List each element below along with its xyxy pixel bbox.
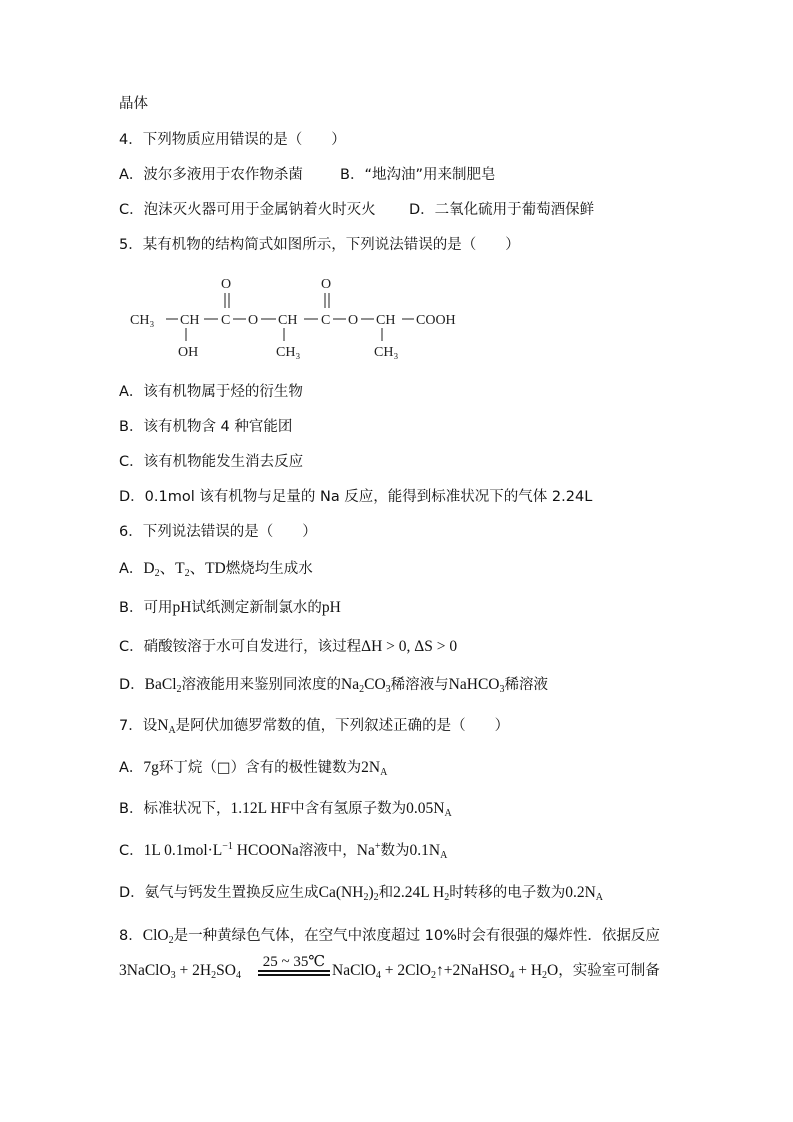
equation-bar-top <box>258 970 330 972</box>
atom-o-2: O <box>348 313 359 328</box>
atom-ch-1: CH <box>180 313 200 328</box>
atom-cooh: COOH <box>416 313 456 328</box>
option-7b: B．标准状况下，1.12L HF中含有氢原子数为$0.05N_A$ <box>119 800 452 819</box>
option-4b: B．“地沟油”用来制肥皂 <box>340 167 496 183</box>
option-6c: C．硝酸铵溶于水可自发进行，该过程ΔH > 0, ΔS > 0 <box>119 638 458 655</box>
structural-formula <box>128 270 488 370</box>
atom-ch-2: CH <box>278 313 298 328</box>
option-5a: A．该有机物属于烃的衍生物 <box>119 384 303 400</box>
question-4: 4．下列物质应用错误的是（ ） <box>119 132 346 148</box>
reaction-equation-right: NaClO$_4$ + 2ClO$_2$↑+2NaHSO$_4$ + $H_2O$，实验室可制备 <box>332 962 660 981</box>
atom-carbonyl-o-1: O <box>221 277 232 292</box>
reaction-condition: 25 ~ 35℃ <box>262 954 326 970</box>
reaction-equation-left: 3NaClO$_3$ + $2H_2SO_4$ <box>119 962 241 981</box>
question-7: 7．设$N_A$是阿伏加德罗常数的值，下列叙述正确的是（ ） <box>119 717 510 736</box>
option-7d: D．氨气与钙发生置换反应生成$Ca(NH_2)_2$和2.24L $H_2$时转移的电子数为$0.2N_A$ <box>119 884 604 903</box>
atom-carbonyl-o-2: O <box>321 277 332 292</box>
atom-ch-3: CH <box>376 313 396 328</box>
atom-ch3-branch-2: CH₃ <box>374 345 399 360</box>
atom-ch3-left: CH₃ <box>130 313 155 328</box>
option-6d: D．BaCl$_2$溶液能用来鉴别同浓度的$Na_2CO_3$稀溶液与NaHCO$_3$稀溶液 <box>119 676 548 695</box>
equation-bar-bottom <box>258 974 330 976</box>
atom-ch3-branch-1: CH₃ <box>276 345 301 360</box>
option-7a: A．7g环丁烷（□）含有的极性键数为$2N_A$ <box>119 759 388 778</box>
question-6: 6．下列说法错误的是（ ） <box>119 524 317 540</box>
atom-o-1: O <box>248 313 259 328</box>
option-6b: B．可用pH试纸测定新制氯水的pH <box>119 599 341 616</box>
option-4a: A．波尔多液用于农作物杀菌 <box>119 167 303 183</box>
option-5b: B．该有机物含 4 种官能团 <box>119 419 293 435</box>
option-7c: C．1L $0.1mol\cdot L^{-1}$ HCOONa溶液中，Na+数为$0.1N_A$ <box>119 841 448 861</box>
option-5c: C．该有机物能发生消去反应 <box>119 454 304 470</box>
question-8: 8．ClO$_2$是一种黄绿色气体，在空气中浓度超过 10%时会有很强的爆炸性．依据反应 <box>119 927 660 946</box>
option-4d: D．二氧化硫用于葡萄酒保鲜 <box>409 202 595 218</box>
option-6a: A．$D_2$、$T_2$、TD燃烧均生成水 <box>119 560 313 579</box>
option-5d: D．0.1mol 该有机物与足量的 Na 反应，能得到标准状况下的气体 2.24L <box>119 489 593 505</box>
atom-c-2: C <box>321 313 331 328</box>
text-fragment-crystal: 晶体 <box>119 96 148 112</box>
option-4c: C．泡沫灭火器可用于金属钠着火时灭火 <box>119 202 376 218</box>
atom-oh: OH <box>178 345 199 360</box>
atom-c-1: C <box>221 313 231 328</box>
question-5: 5．某有机物的结构简式如图所示，下列说法错误的是（ ） <box>119 237 520 253</box>
